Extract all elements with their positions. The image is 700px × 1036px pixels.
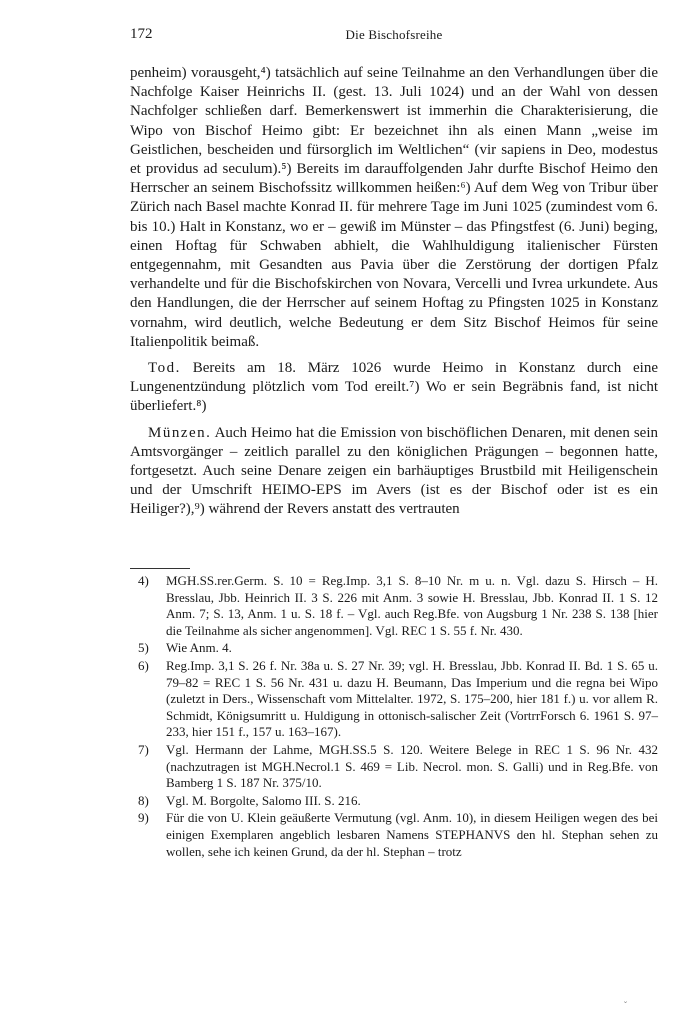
footnote-mark: 8) [138,792,149,808]
footnote-mark: 4) [138,573,149,588]
footnote-mark: 6) [138,657,149,673]
footnote-rule [130,568,190,569]
footnote [130,742,658,792]
footnote-text: Wie Anm. 4. [166,640,232,656]
footnote [130,658,658,741]
footnote-mark: 7) [138,741,149,757]
footnote-text: MGH.SS.rer.Germ. S. 10 = Reg.Imp. 3,1 S. 8–10 Nr. m u. n. Vgl. dazu S. Hirsch – H. Bresslau, Jbb. Heinrich II. 3 S. 226 mit Anm. 3 sowie H. Bresslau, Jbb. Konrad II. 1 S. 12 Anm. 7; S. 13, Anm. 1 u. S. 18 f. – Vgl. auch Reg.Bfe. von Augsburg 1 Nr. 238 S. 138 [hier die Teilnahme als sicher angenommen]. Vgl. REC 1 S. 55 f. Nr. 430. [166,573,658,638]
footnote [130,793,658,810]
footnote-text: Für die von U. Klein geäußerte Vermutung (vgl. Anm. 10), in diesem Heiligen wegen des bei einigen Exemplaren angeblich lesbaren Namens STEPHANVS den hl. Stephan sehen zu wollen, sehe ich keinen Grund, da der hl. Stephan – trotz [166,810,658,859]
running-head: Die Bischofsreihe [345,27,443,42]
footnote-mark: 9) [138,810,149,826]
footnote [130,810,658,860]
page-header [130,26,658,46]
paragraph-2 [130,359,658,417]
page-number: 172 [130,26,153,42]
section-label-tod: Tod. [148,360,181,377]
paragraph-2-text: Bereits am 18. März 1026 wurde Heimo in Konstanz durch eine Lungenentzündung plötzlich vom Tod ereilt.⁷) Wo er sein Begräbnis fand, ist nicht überliefert.⁸) [130,360,659,415]
corner-mark: ˘ [624,1000,627,1010]
footnotes [130,573,658,860]
footnote-text: Vgl. M. Borgolte, Salomo III. S. 216. [166,792,361,808]
section-label-muenzen: Münzen. [148,424,212,441]
paragraph-3-text: Auch Heimo hat die Emission von bischöflichen Denaren, mit denen sein Amtsvorgänger – zeitlich parallel zu den königlichen Prägungen – begonnen hatte, fortgesetzt. Auch seine Denare zeigen ein barhäuptiges Brustbild mit Heiligenschein und der Umschrift HEIMO-EPS im Avers (ist es der Bischof oder ist es ein Heiliger?),⁹) während der Revers anstatt des vertrauten [130,424,658,518]
footnote-mark: 5) [138,640,149,656]
paragraph-3 [130,424,658,520]
body-text [130,64,658,527]
footnote-text: Reg.Imp. 3,1 S. 26 f. Nr. 38a u. S. 27 Nr. 39; vgl. H. Bresslau, Jbb. Konrad II. Bd. 1 S. 65 u. 79–82 = REC 1 S. 56 Nr. 431 u. dazu H. Beumann, Das Imperium und die regna bei Wipo (zuletzt in Ders., Wissenschaft vom Mittelalter. 1972, S. 175–200, hier 181 f.) u. vor allem R. Schmidt, Königsumritt u. Huldigung in ottonisch-salischer Zeit (VortrrForsch 6. 1961 S. 97–233, hier 151 f., 157 u. 163–167). [166,657,658,740]
paragraph-1: penheim) vorausgeht,⁴) tatsächlich auf seine Teilnahme an den Verhandlungen über die Nachfolge Kaiser Heinrichs II. (gest. 13. Juli 1024) und an der Wahl von dessen Nachfolger schließen darf. Bemerkenswert ist immerhin die Charakterisierung, die Wipo von Bischof Heimo gibt: Er bezeichnet ihn als einen Mann „weise im Geistlichen, bescheiden und fürsorglich im Weltlichen“ (vir sapiens in Deo, modestus et providus ad seculum).⁵) Bereits im darauffolgenden Jahr durfte Bischof Heimo den Herrscher an seinem Bischofssitz willkommen heißen:⁶) Auf dem Weg von Tribur über Zürich nach Basel machte Konrad II. für mehrere Tage im Juni 1025 (zumindest vom 6. bis 10.) Halt in Konstanz, wo er – gewiß im Münster – das Pfingstfest (6. Juni) beging, einen Hoftag für Schwaben abhielt, die Wahlhuldigung italienischer Fürsten entgegennahm, mit Gesandten aus Pavia über die Zerstörung der dortigen Pfalz verhandelte und für die Bischofskirchen von Novara, Vercelli und Ivrea urkundete. Aus den Handlungen, die der Herrscher auf seinem Hoftag zu Pfingsten 1025 in Konstanz vornahm, wird deutlich, welche Bedeutung er dem Sitz Bischof Heimos für seine Italienpolitik beimaß. [130,65,658,350]
footnote [130,573,658,639]
footnote [130,640,658,657]
footnote-text: Vgl. Hermann der Lahme, MGH.SS.5 S. 120. Weitere Belege in REC 1 S. 96 Nr. 432 (nachzutragen ist MGH.Necrol.1 S. 469 = Lib. Necrol. mon. S. Galli) und in Reg.Bfe. von Bamberg 1 S. 187 Nr. 375/10. [166,741,658,791]
